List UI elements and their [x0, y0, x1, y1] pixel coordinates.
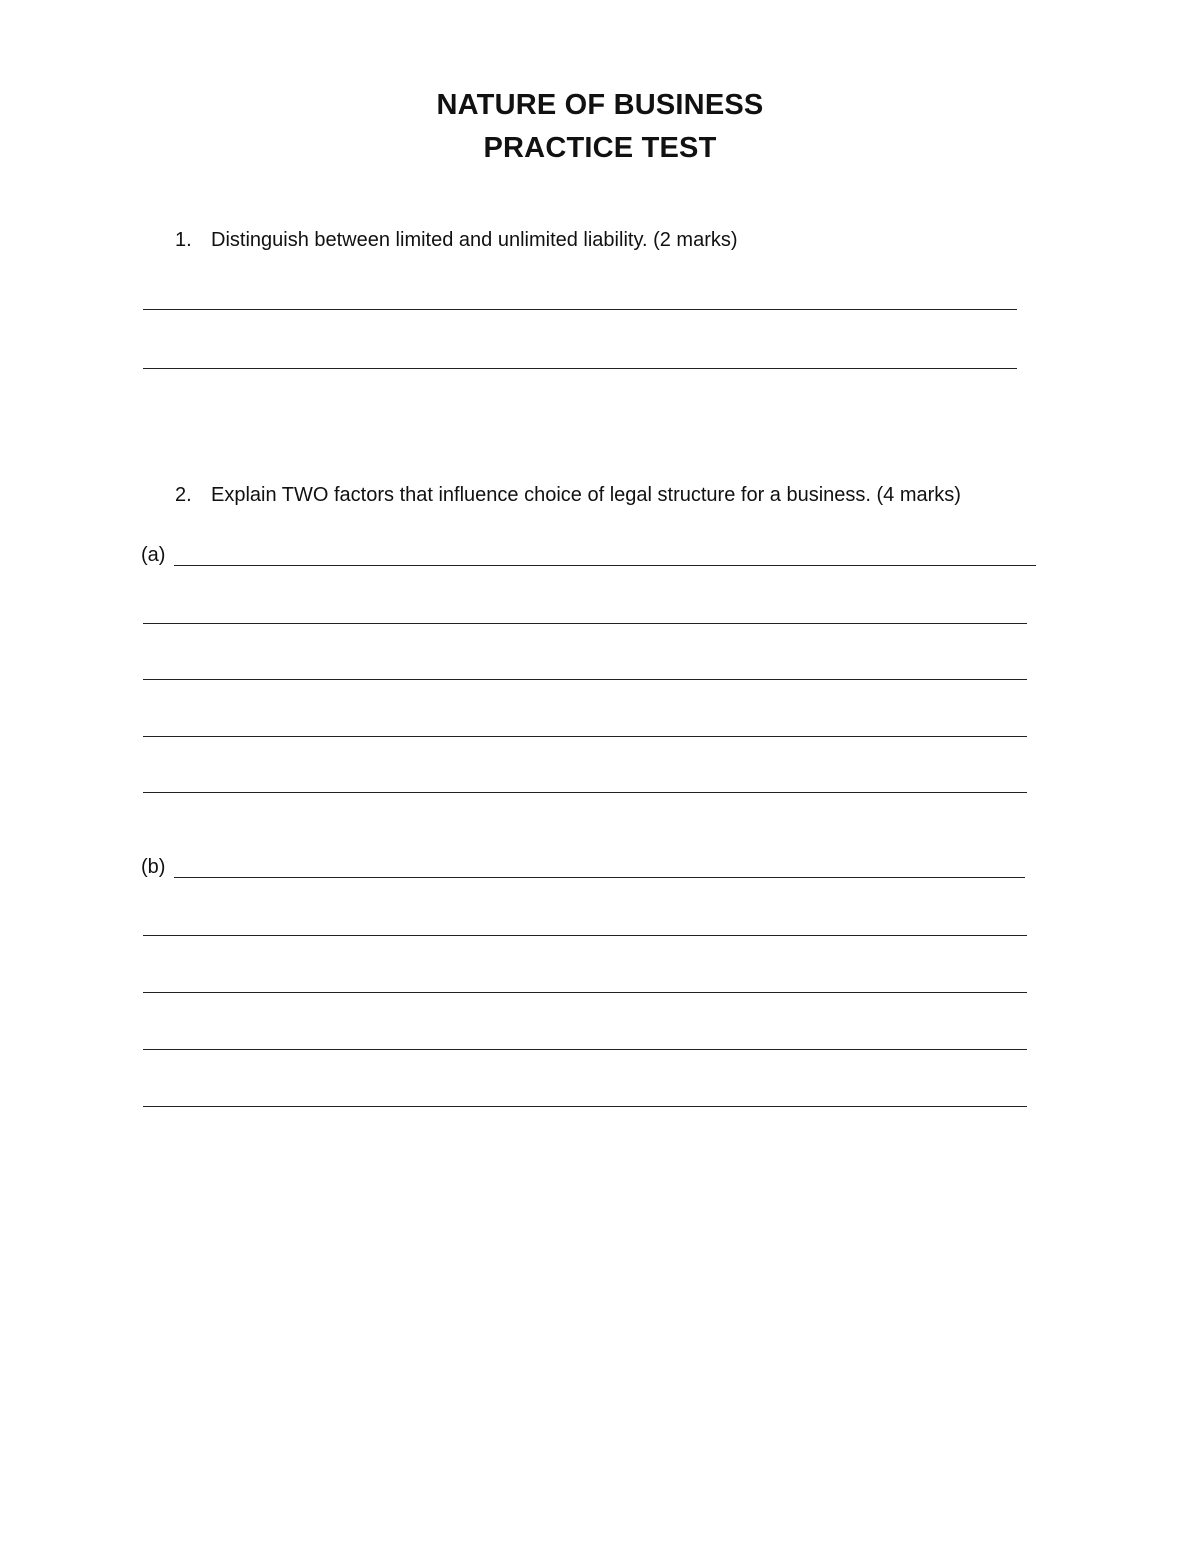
- page-title: NATURE OF BUSINESS: [436, 89, 764, 121]
- question-2: [175, 484, 1075, 510]
- answer-line[interactable]: [143, 309, 1017, 310]
- answer-line[interactable]: [143, 1049, 1027, 1050]
- question-text: Explain TWO factors that influence choice of legal structure for a business. (4 marks): [211, 484, 961, 506]
- part-b-label: (b): [141, 856, 166, 878]
- answer-line[interactable]: [174, 565, 1036, 566]
- answer-line[interactable]: [143, 1106, 1027, 1107]
- answer-line[interactable]: [143, 792, 1027, 793]
- answer-line[interactable]: [143, 935, 1027, 936]
- answer-line[interactable]: [143, 736, 1027, 737]
- question-number: 1.: [175, 229, 192, 251]
- answer-line[interactable]: [143, 623, 1027, 624]
- answer-line[interactable]: [143, 992, 1027, 993]
- question-text: Distinguish between limited and unlimited liability. (2 marks): [211, 229, 738, 251]
- answer-line[interactable]: [174, 877, 1025, 878]
- answer-line[interactable]: [143, 368, 1017, 369]
- page-subtitle: PRACTICE TEST: [483, 132, 717, 164]
- question-1: [175, 229, 1075, 255]
- question-number: 2.: [175, 484, 192, 506]
- part-a-label: (a): [141, 544, 166, 566]
- answer-line[interactable]: [143, 679, 1027, 680]
